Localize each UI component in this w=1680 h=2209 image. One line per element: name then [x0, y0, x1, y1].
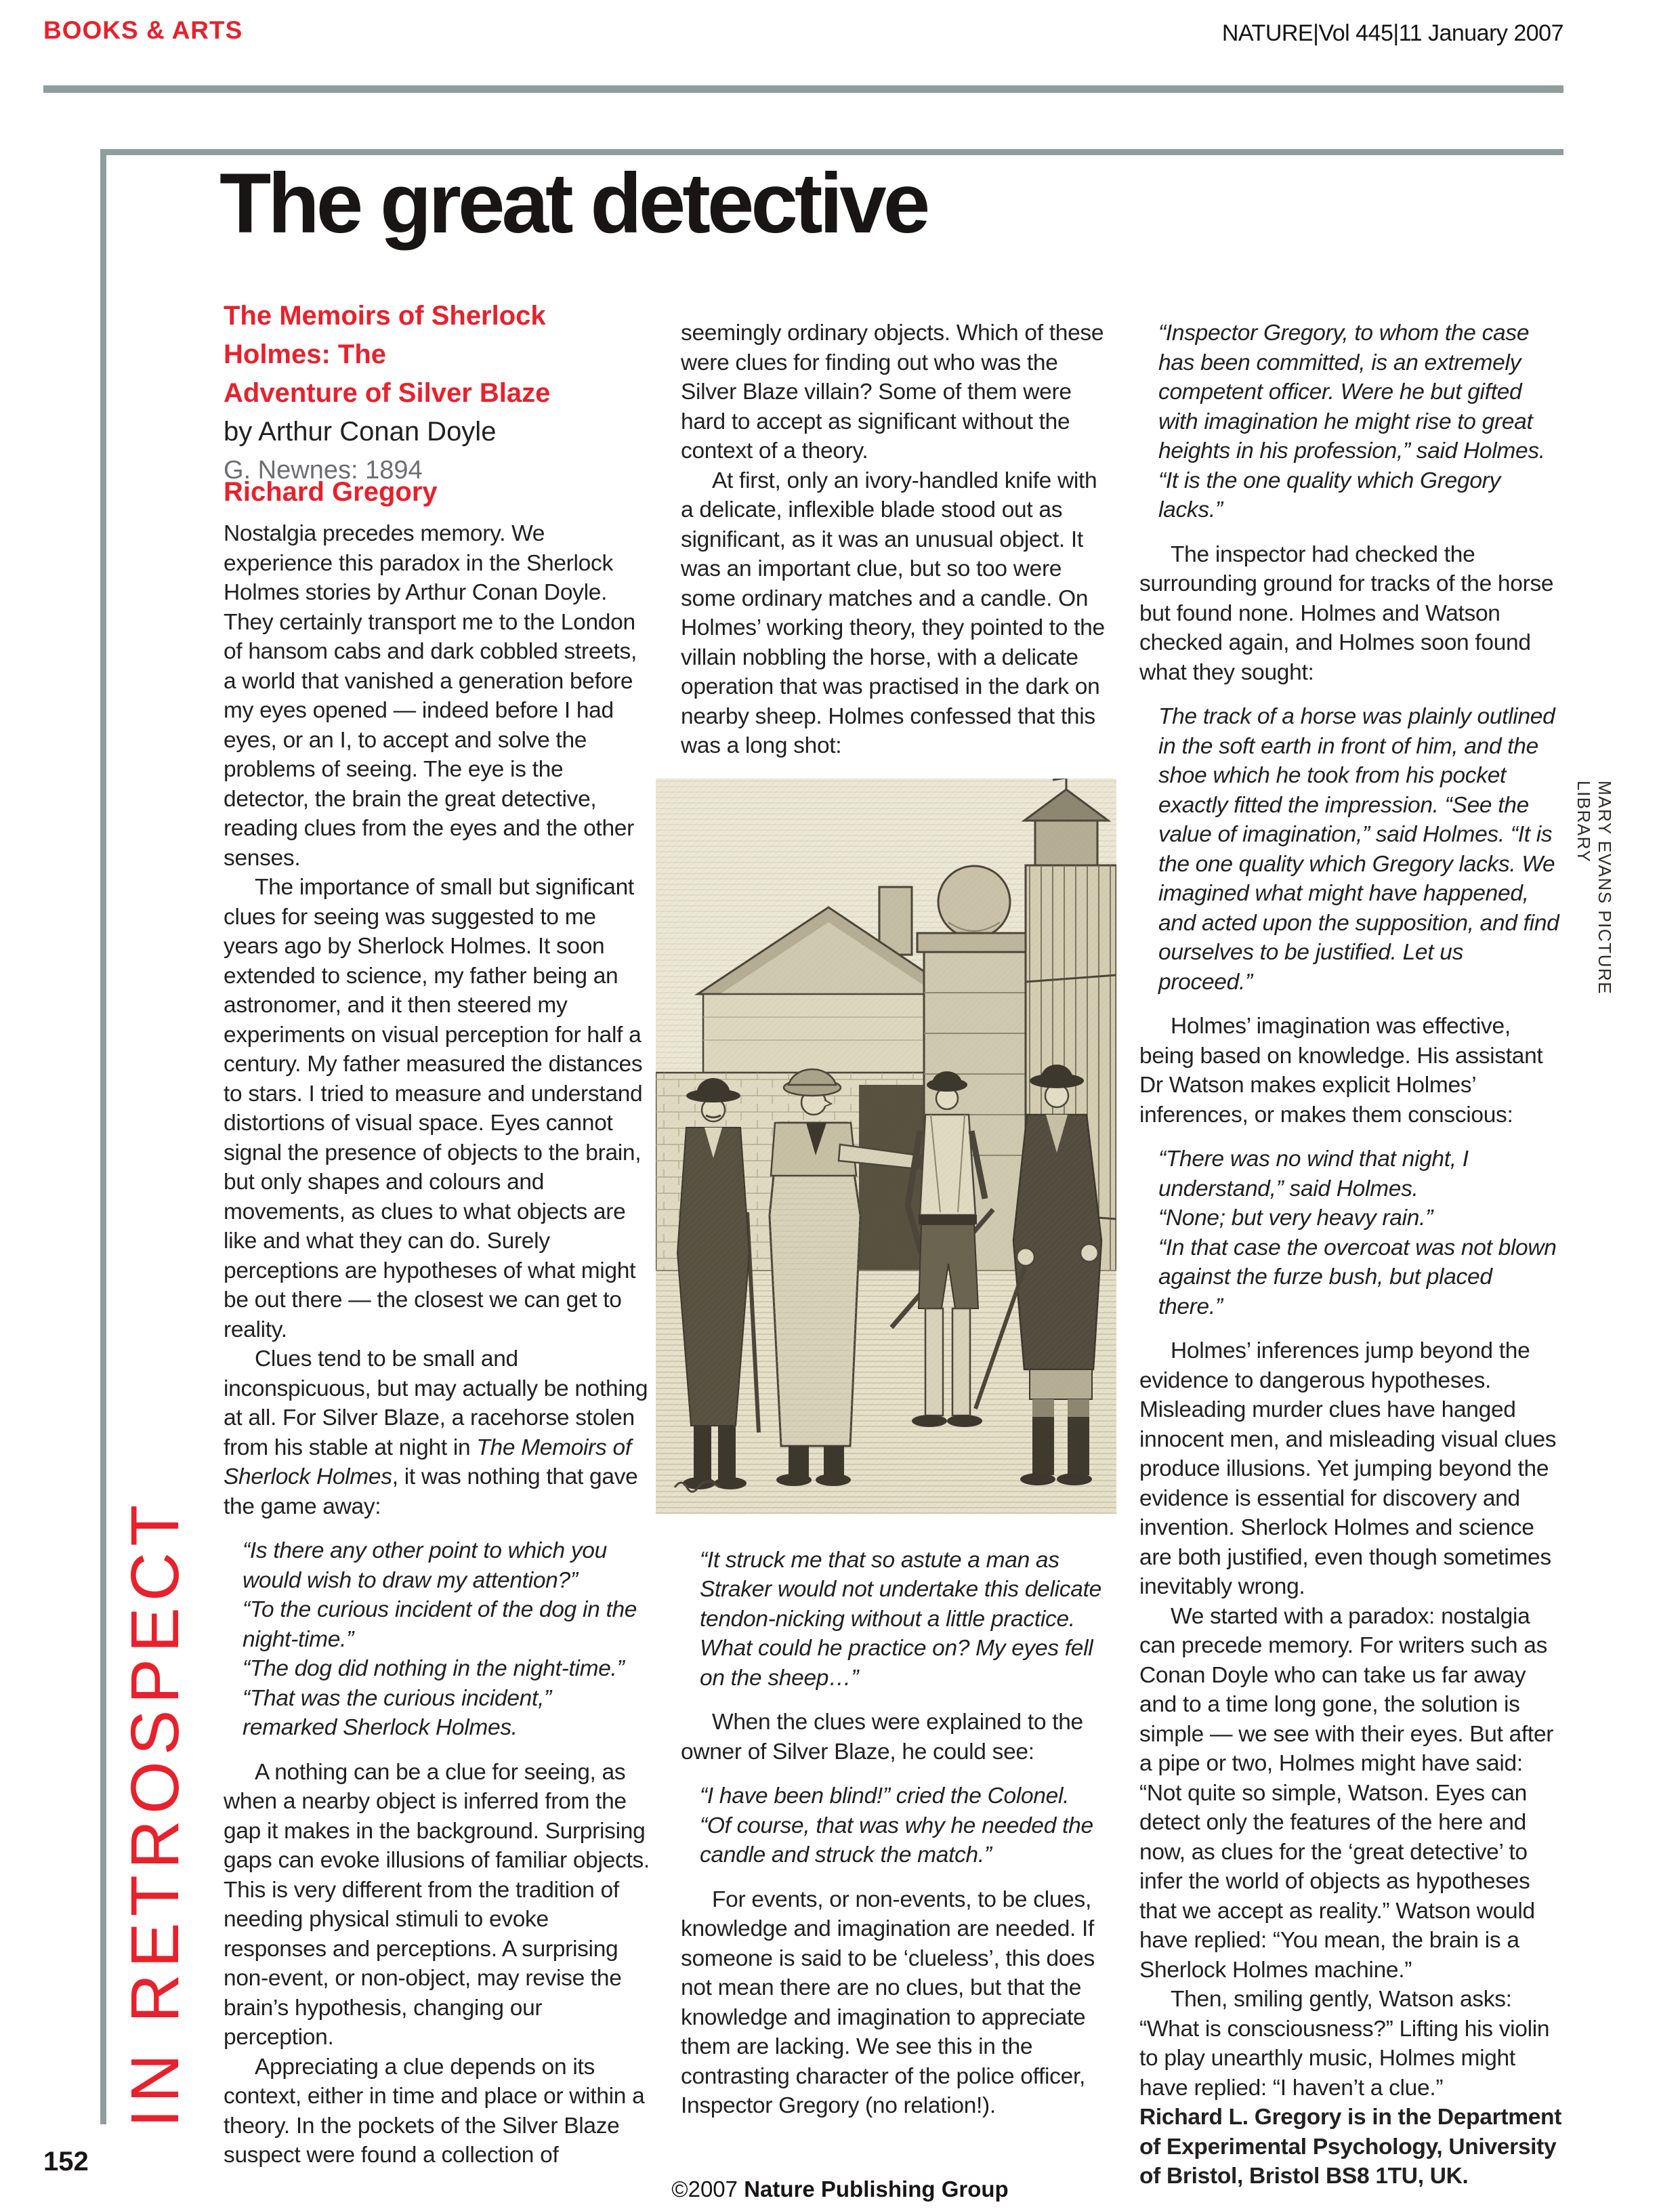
quotation-line: “There was no wind that night, I understand,” said Holmes.	[1158, 1147, 1469, 1201]
article-title: The great detective	[219, 157, 927, 251]
article-left-rule	[100, 149, 106, 2124]
publisher-name: Nature Publishing Group	[744, 2176, 1009, 2202]
paragraph: A nothing can be a clue for seeing, as when a nearby object is inferred from the gap it makes in the background. Surprising gaps can evoke illusions of familiar objects. This is very different from the tradition of needing physical stimuli to evoke responses and perceptions. A surprising non-event, or non-object, may revise the brain’s hypothesis, changing our perception.	[224, 1759, 650, 2050]
body-column-2	[681, 318, 1108, 2121]
holmes-engraving-illustration	[656, 779, 1116, 1514]
header-rule	[43, 85, 1563, 93]
quotation: The track of a horse was plainly outlined in the soft earth in front of him, and the shoe which he took from his pocket exactly fitted the impression. “See the value of imagination,” said Holmes. “It is the one quality which Gregory lacks. We imagined what might have happened, and acted upon the supposition, and find ourselves to be justified. Let us proceed.”	[1158, 704, 1559, 995]
journal-masthead: NATURE|Vol 445|11 January 2007	[1221, 20, 1563, 46]
quotation-line: “In that case the overcoat was not blown against the furze bush, but placed there.”	[1158, 1235, 1557, 1319]
book-publisher: G. Newnes: 1894	[224, 456, 423, 484]
quotation: “It struck me that so astute a man as Straker would not undertake this delicate tendon-nicking without a little practice. What could he practice on? My eyes fell on the sheep…”	[700, 1547, 1101, 1691]
quotation: “I have been blind!” cried the Colonel. “Of course, that was why he needed the candle and struck the match.”	[700, 1783, 1093, 1867]
paragraph: Then, smiling gently, Watson asks: “What is consciousness?” Lifting his violin to play unearthly music, Holmes might have replied: “I haven’t a clue.”	[1139, 1987, 1550, 2101]
paragraph: The importance of small but significant clues for seeing was suggested to me years ago by Sherlock Holmes. It soon extended to science, my father being an astronomer, and it then steered my experiments on visual perception for half a century. My father measured the distances to stars. I tried to measure and understand distortions of visual space. Eyes cannot signal the presence of objects to the brain, but only shapes and colours and movements, as clues to what objects are like and what they can do. Surely perceptions are hypotheses of what might be out there — the closest we can get to reality.	[224, 875, 643, 1342]
book-title-line-1: The Memoirs of Sherlock Holmes: The	[224, 301, 546, 369]
quotation-line: “To the curious incident of the dog in the night-time.”	[243, 1597, 637, 1652]
body-column-3	[1139, 318, 1565, 2191]
article-top-rule	[100, 149, 1563, 155]
copyright-line	[0, 2176, 1680, 2202]
paragraph: Appreciating a clue depends on its context, either in time and place or within a theory. In the pockets of the Silver Blaze suspect were found a collection of	[224, 2054, 645, 2168]
paragraph: Holmes’ imagination was effective, being based on knowledge. His assistant Dr Watson makes explicit Holmes’ inferences, or makes them conscious:	[1139, 1014, 1543, 1128]
copyright-year: ©2007	[671, 2176, 738, 2202]
book-author: by Arthur Conan Doyle	[224, 417, 497, 447]
paragraph: The inspector had checked the surrounding ground for tracks of the horse but found none. Holmes and Watson checked again, and Holmes soon found what they sought:	[1139, 541, 1554, 685]
reviewer-byline: Richard Gregory	[224, 477, 438, 507]
in-retrospect-kicker: IN RETROSPECT	[117, 1498, 193, 2128]
paragraph: seemingly ordinary objects. Which of these were clues for finding out who was the Silver Blaze villain? Some of them were hard to accept as significant without the context of a theory.	[681, 321, 1104, 463]
paragraph-text: , it was nothing that gave the game away:	[224, 1464, 638, 1519]
paragraph: Holmes’ inferences jump beyond the evidence to dangerous hypotheses. Misleading murder clues have hanged innocent men, and misleading visual clues produce illusions. Yet jumping beyond the evidence is essential for discovery and invention. Sherlock Holmes and science are both justified, even though sometimes inevitably wrong.	[1139, 1338, 1557, 1599]
author-affiliation: Richard L. Gregory is in the Department of Experimental Psychology, University of Bristol, Bristol BS8 1TU, UK.	[1139, 2105, 1562, 2189]
quotation-line: “That was the curious incident,” remarked Sherlock Holmes.	[243, 1685, 551, 1740]
section-header: BOOKS & ARTS	[43, 16, 243, 44]
book-title-inline: The Memoirs of Sherlock Holmes	[224, 1434, 631, 1489]
book-title-line-2: Adventure of Silver Blaze	[224, 378, 551, 408]
paragraph	[224, 1344, 650, 1521]
page-number: 152	[43, 2147, 89, 2176]
paragraph: When the clues were explained to the owner of Silver Blaze, he could see:	[681, 1710, 1083, 1764]
picture-credit: MARY EVANS PICTURE LIBRARY	[1574, 781, 1615, 995]
quotation: “Inspector Gregory, to whom the case has been committed, is an extremely competent officer. Were he but gifted with imagination he might rise to great heights in his profession,” said Holmes. “It is the one quality which Gregory lacks.”	[1158, 321, 1545, 522]
book-info	[224, 297, 657, 490]
engraving-svg	[656, 779, 1116, 1514]
paragraph-text: Clues tend to be small and inconspicuous, but may actually be nothing at all. For Silver Blaze, a racehorse stolen from his stable at night in	[224, 1346, 648, 1460]
quotation-line: “Is there any other point to which you would wish to draw my attention?”	[243, 1538, 607, 1593]
body-column-1	[224, 519, 650, 2170]
quotation-line: “The dog did nothing in the night-time.”	[243, 1656, 625, 1681]
paragraph: At first, only an ivory-handled knife with a delicate, inflexible blade stood out as significant, as it was an unusual object. It was an important clue, but so too were some ordinary matches and a candle. On Holmes’ working theory, they pointed to the villain nobbling the horse, with a delicate operation that was practised in the dark on nearby sheep. Holmes confessed that this was a long shot:	[681, 468, 1105, 758]
paragraph: For events, or non-events, to be clues, knowledge and imagination are needed. If someone is said to be ‘clueless’, this does not mean there are no clues, but that the knowledge and imagination to appreciate them are lacking. We see this in the contrasting character of the police officer, Inspector Gregory (no relation!).	[681, 1886, 1095, 2118]
quotation-line: “None; but very heavy rain.”	[1158, 1205, 1433, 1231]
paragraph: Nostalgia precedes memory. We experience this paradox in the Sherlock Holmes stories by Arthur Conan Doyle. They certainly transport me to the London of hansom cabs and dark cobbled streets, a world that vanished a generation before my eyes opened — indeed before I had eyes, or an I, to accept and solve the problems of seeing. The eye is the detector, the brain the great detective, reading clues from the eyes and the other senses.	[224, 521, 637, 871]
paragraph: We started with a paradox: nostalgia can precede memory. For writers such as Conan Doyle who can take us far away and to a time long gone, the solution is simple — we see with their eyes. But after a pipe or two, Holmes might have said: “Not quite so simple, Watson. Eyes can detect only the features of the here and now, as clues for the ‘great detective’ to infer the world of objects as hypotheses that we accept as reality.” Watson would have replied: “You mean, the brain is a Sherlock Holmes machine.”	[1139, 1603, 1554, 1983]
